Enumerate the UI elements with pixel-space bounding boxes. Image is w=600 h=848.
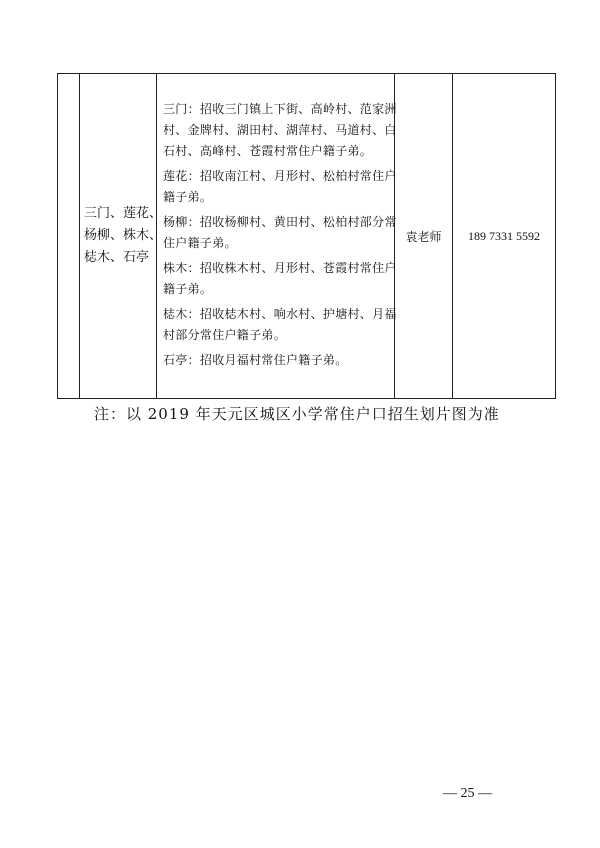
phone-cell: 189 7331 5592 xyxy=(453,74,556,399)
area-line: 三门、莲花、 xyxy=(84,206,163,221)
enrollment-table xyxy=(57,73,556,399)
detail-line: 住户籍子弟。 xyxy=(163,236,237,250)
detail-segment-yangliu xyxy=(163,212,397,254)
detail-segment-shiting xyxy=(163,350,389,371)
detail-line: 籍子弟。 xyxy=(163,282,213,296)
area-cell xyxy=(80,74,163,399)
detail-line: 杨柳：招收杨柳村、黄田村、松柏村部分常 xyxy=(163,215,397,229)
detail-line: 莲花：招收南江村、月形村、松柏村常住户 xyxy=(163,169,397,183)
area-line: 杨柳、株木、 xyxy=(84,228,163,243)
detail-line: 株木：招收株木村、月形村、苍霞村常住户 xyxy=(163,261,397,275)
enrollment-detail-cell xyxy=(157,74,395,399)
area-line: 梽木、石亭 xyxy=(84,250,150,265)
detail-segment-lianhua xyxy=(163,166,397,208)
detail-line: 籍子弟。 xyxy=(163,190,213,204)
footnote: 注：以 2019 年天元区城区小学常住户口招生划片图为准 xyxy=(94,405,500,423)
detail-line: 三门：招收三门镇上下街、高岭村、范家洲 xyxy=(163,102,397,116)
detail-line: 村部分常住户籍子弟。 xyxy=(163,328,287,342)
detail-segment-zhimu xyxy=(163,304,397,346)
detail-line: 村、金牌村、湖田村、湖萍村、马道村、白 xyxy=(163,123,397,137)
detail-segment-zhumu xyxy=(163,258,397,300)
detail-line: 石亭：招收月福村常住户籍子弟。 xyxy=(163,353,348,367)
detail-segment-sanmen xyxy=(163,99,397,162)
detail-line: 梽木：招收梽木村、响水村、护塘村、月福 xyxy=(163,307,397,321)
page-number: — 25 — xyxy=(443,786,492,801)
table-row xyxy=(58,74,556,399)
school-cell xyxy=(58,74,80,399)
contact-cell: 袁老师 xyxy=(395,74,453,399)
detail-line: 石村、高峰村、苍霞村常住户籍子弟。 xyxy=(163,144,373,158)
